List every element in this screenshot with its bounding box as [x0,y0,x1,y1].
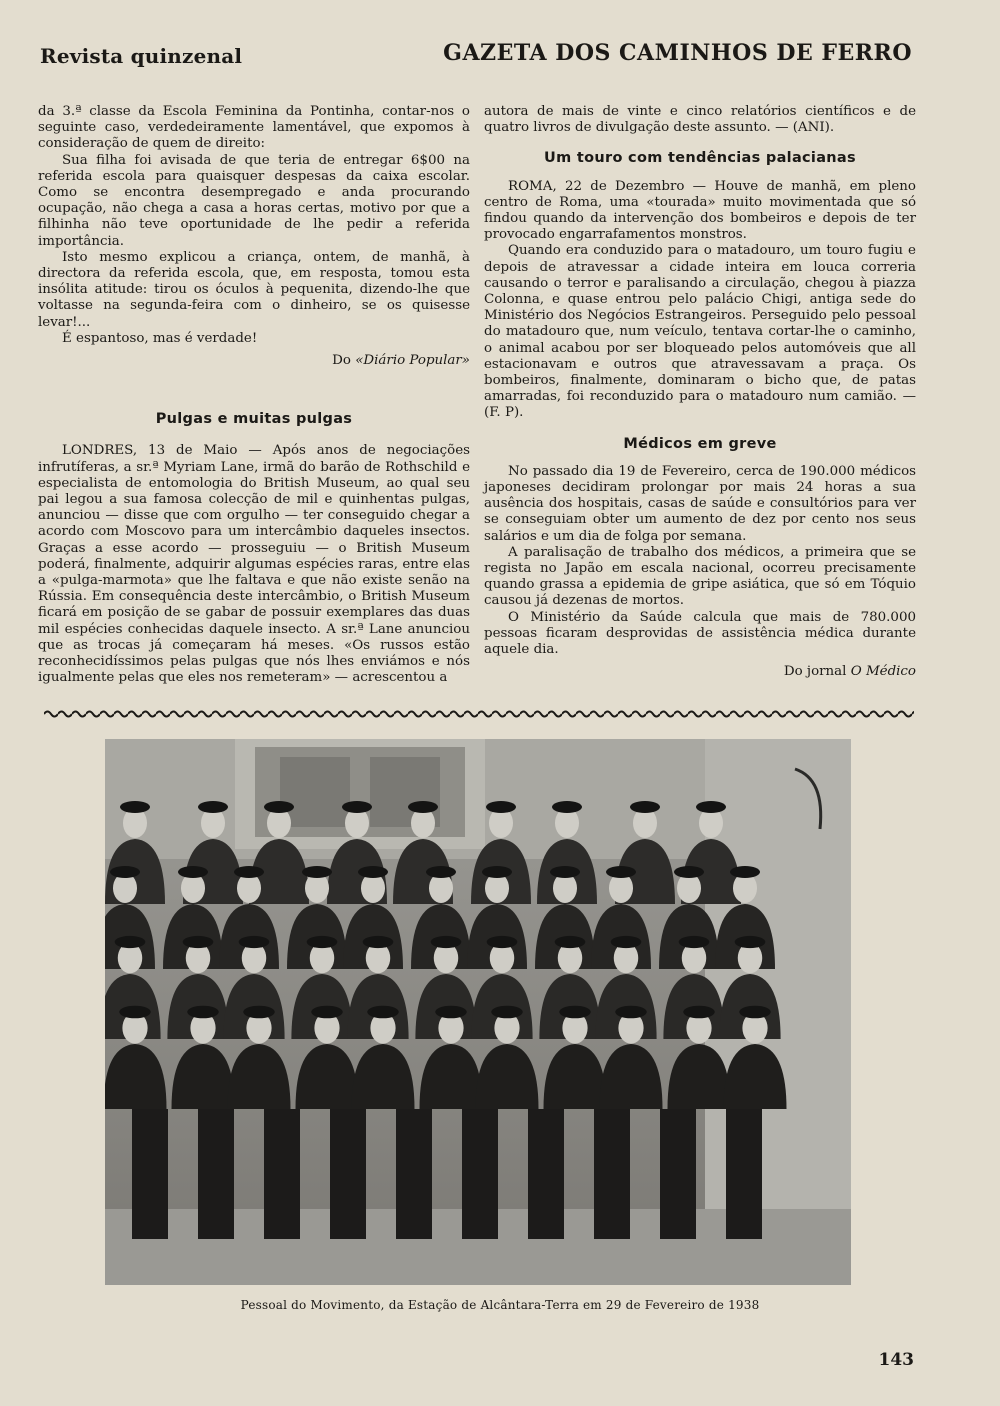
paragraph: O Ministério da Saúde calcula que mais de 780.000 pessoas ficaram desprovidas de assistência médica durante aquele dia. [484,609,916,658]
paragraph: Isto mesmo explicou a criança, ontem, de manhã, à directora da referida escola, que, em resposta, tomou esta insólita atitude: tirou os óculos à pequenita, dizendo-lhe que voltasse na segunda-feira com o dinheiro, se os quisesse levar!... [38,249,470,330]
article-body: LONDRES, 13 de Maio — Após anos de negociações infrutíferas, a sr.ª Myriam Lane, irmã do barão de Rothschild e especialista de entomologia do British Museum, ao qual seu pai legou a sua famosa colecção de mil e quinhentas pulgas, anunciou — disse que com orgulho — ter conseguido chegar a acordo com Moscovo para um intercâmbio daqueles insectos. Graças a esse acordo — prosseguiu — o British Museum poderá, finalmente, adquirir algumas espécies raras, entre elas a «pulga-marmota» que lhe faltava e que não existe senão na Rússia. Em consequência deste intercâmbio, o British Museum ficará em posição de se gabar de possuir exemplares das duas mil espécies conhecidas daquele insecto. A sr.ª Lane anunciou que as trocas já começaram há meses. «Os russos estão reconhecidíssimos pelas pulgas que nós lhes enviámos e nós igualmente pelas que eles nos remeteram» — acrescentou a [38,443,470,686]
running-header-right: GAZETA DOS CAMINHOS DE FERRO [443,40,912,66]
person-legs [528,1109,564,1239]
ornamental-divider [44,709,914,719]
person-legs [264,1109,300,1239]
paragraph: É espantoso, mas é verdade! [62,330,258,346]
paragraph: A paralisação de trabalho dos médicos, a primeira que se regista no Japão em escala nacional, ocorreu precisamente quando grassa a epidemia de gripe asiática, que só em Tóquio causou já dezenas de mortos. [484,544,916,609]
article-title: Médicos em greve [623,435,777,452]
person-legs [330,1109,366,1239]
paragraph: ROMA, 22 de Dezembro — Houve de manhã, em pleno centro de Roma, uma «tourada» muito movimentada que só findou quando da intervenção dos bombeiros e depois de ter provocado engarrafamentos monstros. [484,178,916,243]
source-prefix: Do jornal [783,664,851,680]
person-legs [198,1109,234,1239]
paragraph: Sua filha foi avisada de que teria de entregar 6$00 na referida escola para quaisquer despesas da caixa escolar. Como se encontra desempregado e anda procurando ocupação, não chega a casa a horas certas, motivo por que a filhinha não teve oportunidade de lhe pedir a referida importância. [38,152,470,249]
paragraph: No passado dia 19 de Fevereiro, cerca de 190.000 médicos japoneses decidiram prolongar por mais 24 horas a sua ausência dos hospitais, casas de saúde e consultórios para ver se conseguiam obter um aumento de dez por cento nos seus salários e um dia de folga por semana. [484,463,916,544]
page-number: 143 [878,1350,914,1370]
right-column [484,104,916,681]
source-credit [38,353,470,369]
running-header-left: Revista quinzenal [40,44,243,68]
person-legs [396,1109,432,1239]
left-column [38,104,470,687]
source-prefix: Do [332,353,356,369]
source-name: O Médico [850,664,916,680]
article-title: Pulgas e muitas pulgas [155,411,353,428]
group-photograph [105,739,851,1285]
paragraph: da 3.ª classe da Escola Feminina da Pontinha, contar-nos o seguinte caso, verdedeiramente lamentável, que expomos à consideração de quem de direito: [38,104,470,152]
paragraph: autora de mais de vinte e cinco relatórios científicos e de quatro livros de divulgação deste assunto. — (ANI). [484,104,916,136]
person-legs [462,1109,498,1239]
photograph-image [105,739,851,1285]
paragraph: Quando era conduzido para o matadouro, um touro fugiu e depois de atravessar a cidade inteira em louca correria causando o terror e paralisando a circulação, chegou à piazza Colonna, e quase entrou pelo palácio Chigi, antiga sede do Ministério dos Negócios Estrangeiros. Perseguido pelo pessoal do matadouro que, num veículo, tentava cortar-lhe o caminho, o animal acabou por ser bloqueado pelos automóveis que all estacionavam e outros que atravessavam a praça. Os bombeiros, finalmente, dominaram o bicho que, de patas amarradas, foi reconduzido para o matadouro num camião. — (F. P). [484,243,916,421]
person-legs [660,1109,696,1239]
photo-caption: Pessoal do Movimento, da Estação de Alcântara-Terra em 29 de Fevereiro de 1938 [240,1298,760,1312]
source-credit [484,664,916,680]
person-legs [726,1109,762,1239]
article-title: Um touro com tendências palacianas [544,150,856,167]
person-legs [594,1109,630,1239]
person-legs [132,1109,168,1239]
source-name: «Diário Popular» [355,353,470,369]
